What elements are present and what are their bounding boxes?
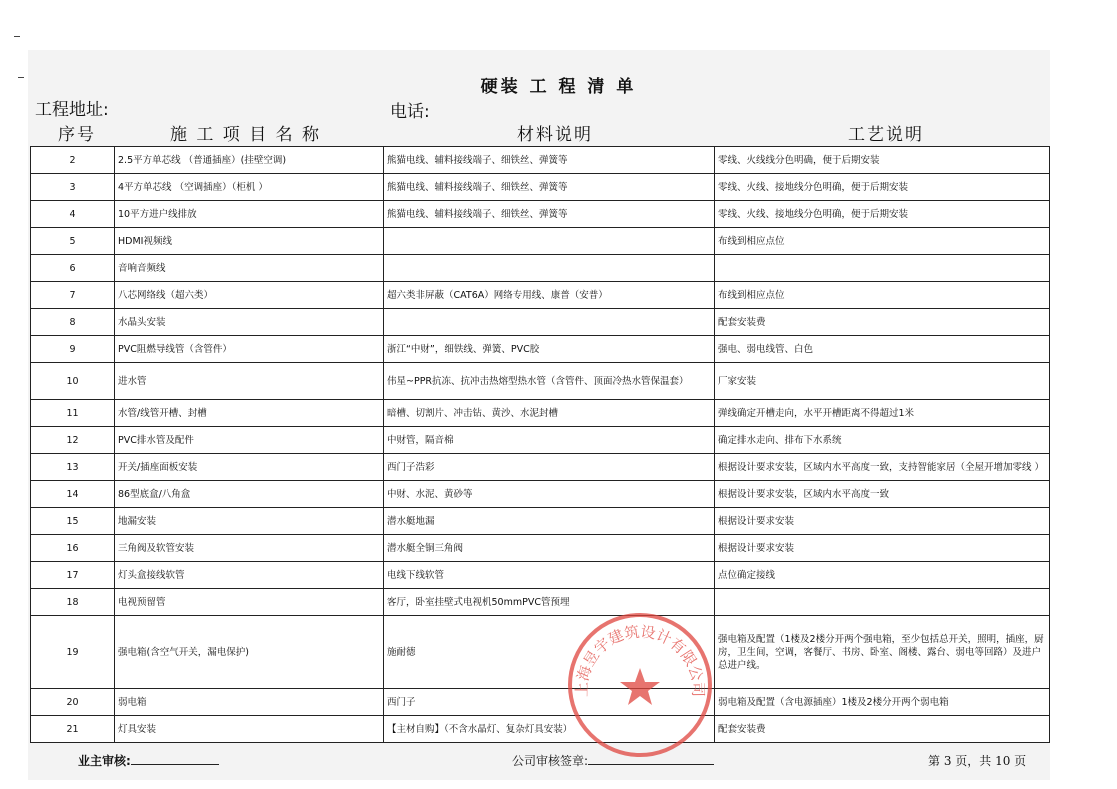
cell-craft: 确定排水走向、排布下水系统 [715, 427, 1050, 454]
cell-craft: 零线、火线、接地线分色明确，便于后期安装 [715, 174, 1050, 201]
cell-craft: 布线到相应点位 [715, 228, 1050, 255]
cell-material: 潜水艇全铜三角阀 [384, 535, 715, 562]
cell-material: 【主材自购】（不含水晶灯、复杂灯具安装） [384, 716, 715, 743]
page-number: 第 3 页，共 10 页 [928, 754, 1027, 768]
table-row [31, 147, 1050, 174]
cell-material: 暗槽、切割片、冲击钻、黄沙、水泥封槽 [384, 400, 715, 427]
cell-craft: 布线到相应点位 [715, 282, 1050, 309]
cell-craft: 弱电箱及配置（含电源插座）1楼及2楼分开两个弱电箱 [715, 689, 1050, 716]
table-row [31, 336, 1050, 363]
cell-material [384, 309, 715, 336]
table-row [31, 427, 1050, 454]
address-label: 工程地址: [35, 100, 109, 120]
cell-no: 17 [31, 562, 115, 589]
cell-material [384, 228, 715, 255]
column-header-material: 材料说明 [517, 125, 593, 145]
cell-material: 熊猫电线、辅料接线端子、细铁丝、弹簧等 [384, 147, 715, 174]
table-row [31, 309, 1050, 336]
cell-craft: 根据设计要求安装，区域内水平高度一致 [715, 481, 1050, 508]
cell-item-name: 86型底盒/八角盒 [115, 481, 384, 508]
table-row [31, 481, 1050, 508]
cell-no: 11 [31, 400, 115, 427]
cell-no: 14 [31, 481, 115, 508]
seal-text: 上海昱宇建筑设计有限公司 [572, 622, 708, 698]
cell-no: 10 [31, 363, 115, 400]
cell-craft: 根据设计要求安装 [715, 508, 1050, 535]
table-row [31, 562, 1050, 589]
table-row [31, 716, 1050, 743]
cell-no: 12 [31, 427, 115, 454]
table-row [31, 616, 1050, 689]
column-header-craft: 工艺说明 [848, 125, 924, 145]
cell-item-name: 八芯网络线（超六类） [115, 282, 384, 309]
table-row [31, 508, 1050, 535]
scan-mark [14, 36, 20, 37]
cell-item-name: 4平方单芯线 （空调插座）（柜机 ） [115, 174, 384, 201]
phone-label: 电话: [390, 102, 430, 122]
cell-material: 中财管，隔音棉 [384, 427, 715, 454]
document-title: 硬装 工 程 清 单 [480, 77, 637, 97]
cell-no: 2 [31, 147, 115, 174]
cell-no: 16 [31, 535, 115, 562]
table-row [31, 363, 1050, 400]
table-row [31, 535, 1050, 562]
cell-no: 4 [31, 201, 115, 228]
cell-material: 熊猫电线、辅料接线端子、细铁丝、弹簧等 [384, 174, 715, 201]
cell-material [384, 255, 715, 282]
cell-no: 18 [31, 589, 115, 616]
cell-material: 中财、水泥、黄砂等 [384, 481, 715, 508]
cell-item-name: 三角阀及软管安装 [115, 535, 384, 562]
cell-item-name: 水晶头安装 [115, 309, 384, 336]
cell-craft: 弹线确定开槽走向，水平开槽距离不得超过1米 [715, 400, 1050, 427]
column-header-no: 序号 [58, 125, 96, 145]
cell-no: 13 [31, 454, 115, 481]
cell-no: 3 [31, 174, 115, 201]
cell-item-name: 电视预留管 [115, 589, 384, 616]
cell-craft: 根据设计要求安装，区域内水平高度一致，支持智能家居（全屋开增加零线 ） [715, 454, 1050, 481]
cell-craft: 强电箱及配置（1楼及2楼分开两个强电箱，至少包括总开关，照明，插座，厨房，卫生间，空调，客餐厅、书房、卧室、阁楼、露台、弱电等回路）及进户总进户线。 [715, 616, 1050, 689]
cell-craft [715, 589, 1050, 616]
cell-no: 15 [31, 508, 115, 535]
cell-item-name: 进水管 [115, 363, 384, 400]
company-review-label: 公司审核签章: [512, 754, 589, 768]
cell-item-name: PVC排水管及配件 [115, 427, 384, 454]
cell-item-name: 地漏安装 [115, 508, 384, 535]
cell-material: 浙江“中财”，细铁线、弹簧、PVC胶 [384, 336, 715, 363]
table-row [31, 282, 1050, 309]
work-items-table [30, 146, 1050, 743]
cell-item-name: 弱电箱 [115, 689, 384, 716]
cell-item-name: 强电箱(含空气开关，漏电保护) [115, 616, 384, 689]
cell-material: 西门子 [384, 689, 715, 716]
cell-item-name: 开关/插座面板安装 [115, 454, 384, 481]
cell-craft: 根据设计要求安装 [715, 535, 1050, 562]
cell-craft: 零线、火线、接地线分色明确，便于后期安装 [715, 201, 1050, 228]
cell-material: 伟星~PPR抗冻、抗冲击热熔型热水管（含管件、顶面冷热水管保温套） [384, 363, 715, 400]
owner-review-label: 业主审核: [78, 754, 131, 768]
cell-craft: 零线、火线线分色明确，便于后期安装 [715, 147, 1050, 174]
cell-item-name: PVC阻燃导线管（含管件） [115, 336, 384, 363]
cell-no: 7 [31, 282, 115, 309]
table-row [31, 589, 1050, 616]
cell-no: 19 [31, 616, 115, 689]
owner-signature-line [131, 753, 219, 765]
table-row [31, 255, 1050, 282]
cell-no: 20 [31, 689, 115, 716]
table-row [31, 228, 1050, 255]
cell-material: 潜水艇地漏 [384, 508, 715, 535]
table-row [31, 201, 1050, 228]
cell-material: 施耐德 [384, 616, 715, 689]
cell-no: 21 [31, 716, 115, 743]
cell-item-name: HDMI视频线 [115, 228, 384, 255]
table-row [31, 454, 1050, 481]
cell-craft: 配套安装费 [715, 309, 1050, 336]
column-header-name: 施 工 项 目 名 称 [170, 125, 322, 145]
cell-item-name: 水管/线管开槽、封槽 [115, 400, 384, 427]
company-signature-line [588, 753, 714, 765]
cell-no: 9 [31, 336, 115, 363]
cell-no: 8 [31, 309, 115, 336]
cell-craft: 厂家安装 [715, 363, 1050, 400]
cell-craft: 配套安装费 [715, 716, 1050, 743]
cell-craft: 点位确定接线 [715, 562, 1050, 589]
cell-craft: 强电、弱电线管、白色 [715, 336, 1050, 363]
cell-material: 熊猫电线、辅料接线端子、细铁丝、弹簧等 [384, 201, 715, 228]
cell-craft [715, 255, 1050, 282]
table-body [31, 147, 1050, 743]
cell-no: 6 [31, 255, 115, 282]
cell-item-name: 2.5平方单芯线 （普通插座）(挂壁空调) [115, 147, 384, 174]
table-row [31, 174, 1050, 201]
table-row [31, 689, 1050, 716]
cell-material: 电线下线软管 [384, 562, 715, 589]
cell-item-name: 灯头盒接线软管 [115, 562, 384, 589]
cell-item-name: 灯具安装 [115, 716, 384, 743]
table-row [31, 400, 1050, 427]
cell-material: 西门子浩彩 [384, 454, 715, 481]
cell-no: 5 [31, 228, 115, 255]
cell-material: 客厅，卧室挂壁式电视机50mmPVC管预埋 [384, 589, 715, 616]
owner-review [78, 752, 219, 769]
cell-item-name: 音响音频线 [115, 255, 384, 282]
company-review [512, 752, 714, 769]
cell-item-name: 10平方进户线排放 [115, 201, 384, 228]
cell-material: 超六类非屏蔽（CAT6A）网络专用线、康普（安普） [384, 282, 715, 309]
